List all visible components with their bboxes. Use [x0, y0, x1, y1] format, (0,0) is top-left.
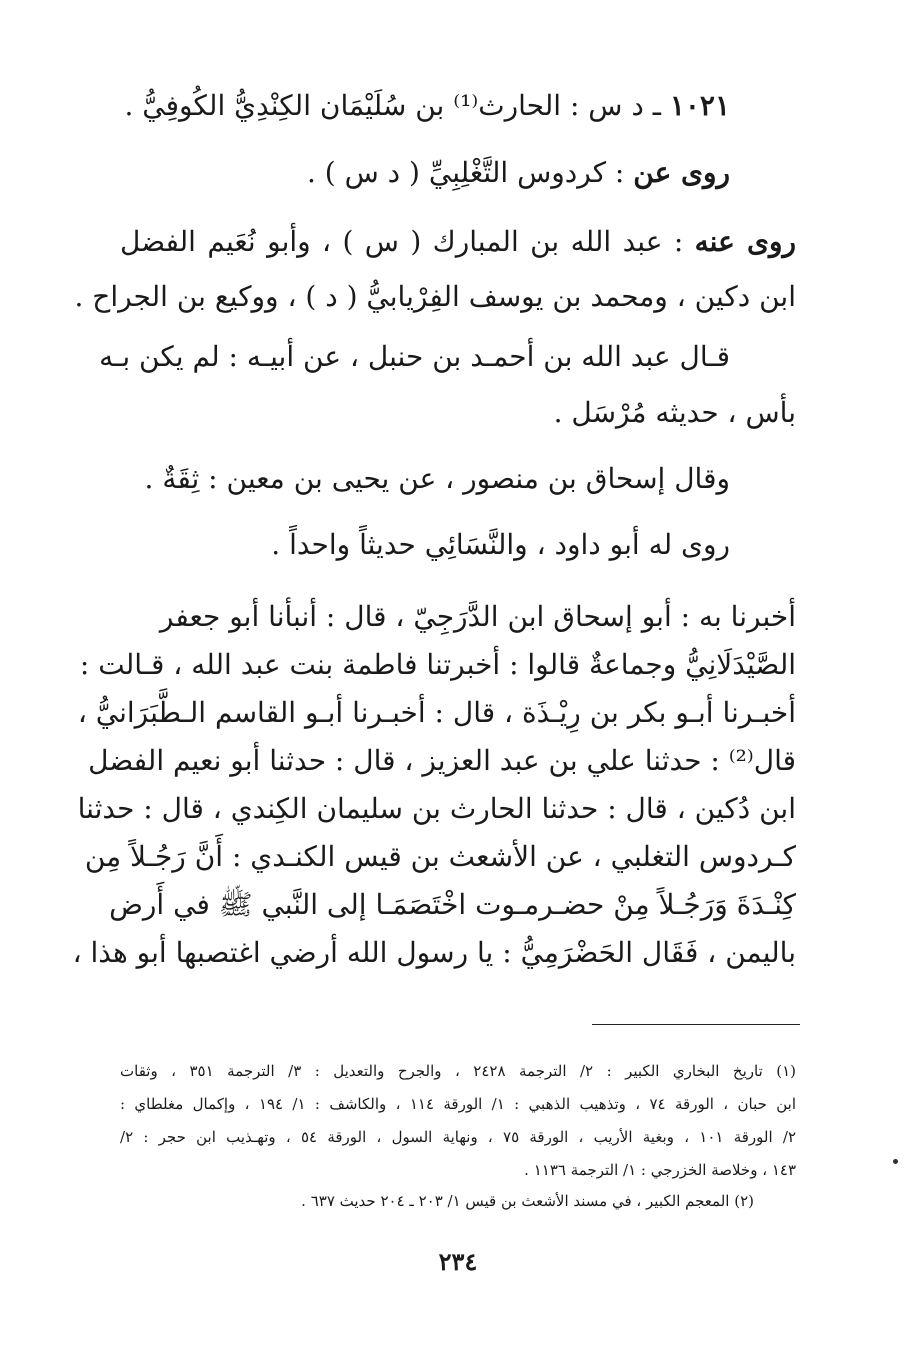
footnote-line-5: (٢) المعجم الكبير ، في مسند الأشعث بن قيس ١/ ٢٠٣ ـ ٢٠٤ حديث ٦٣٧ .: [301, 1192, 754, 1210]
hadith-line-8: باليمن ، فَقَال الحَضْرَمِيُّ : يا رسول الله أرضي اغتصبها أبو هذا ،: [72, 936, 796, 969]
narrated-from-label: روى عن: [633, 156, 730, 189]
narrated-from-text: : كردوس التَّغْلِبِيِّ ( د س ) .: [306, 156, 634, 189]
entry-heading: [124, 86, 730, 126]
footnote-line-2: ابن حبان ، الورقة ٧٤ ، وتذهيب الذهبي : ١/ الورقة ١١٤ ، والكاشف : ١/ ١٩٤ ، وإكمال مغلطاي :: [120, 1095, 796, 1113]
narrated-from-line: [307, 153, 730, 193]
hadith-line-2: الصَّيْدَلَانِيُّ وجماعةٌ قالوا : أخبرتنا فاطمة بنت عبد الله ، قـالت :: [79, 648, 796, 681]
page-number: ٢٣٤: [438, 1247, 478, 1276]
transmitted-by: روى له أبو داود ، والنَّسَائِي حديثاً واحداً .: [271, 528, 730, 561]
hadith-line-1: أخبرنا به : أبو إسحاق ابن الدَّرَجِيّ ، قال : أنبأنا أبو جعفر: [159, 600, 796, 633]
footnote-line-3: ٢/ الورقة ١٠١ ، وبغية الأريب ، الورقة ٧٥ ، ونهاية السول ، الورقة ٥٤ ، وتهـذيب ابن حجر : ٢/: [120, 1128, 797, 1146]
hadith-line-3: أخبـرنا أبـو بكر بن رِيْـذَة ، قال : أخبـرنا أبـو القاسم الـطَّبَرَانيُّ ،: [77, 696, 796, 729]
hadith-line-5: ابن دُكين ، قال : حدثنا الحارث بن سليمان الكِندي ، قال : حدثنا: [77, 792, 796, 825]
narrated-by-label: روى عنه: [694, 225, 796, 258]
footnote-line-4: ١٤٣ ، وخلاصة الخزرجي : ١/ الترجمة ١١٣٦ .: [524, 1161, 796, 1179]
narrated-by-line-1: [120, 222, 796, 262]
narrated-by-line-2: ابن دكين ، ومحمد بن يوسف الفِرْيابيُّ ( د ) ، ووكيع بن الجراح .: [74, 280, 796, 313]
hadith-line-6: كـردوس التغلبي ، عن الأشعث بن قيس الكنـدي : أَنَّ رَجُـلاً مِن: [84, 840, 796, 873]
ahmad-quote-line-2: بأس ، حديثه مُرْسَل .: [553, 396, 796, 429]
footnote-line-1: (١) تاريخ البخاري الكبير : ٢/ الترجمة ٢٤٢٨ ، والجرح والتعديل : ٣/ الترجمة ٣٥١ ، وثقات: [120, 1062, 796, 1080]
scan-speck: [893, 1159, 898, 1164]
ahmad-quote-line-1: قـال عبد الله بن أحمـد بن حنبل ، عن أبيـه : لم يكن بـه: [99, 340, 730, 373]
entry-number: ١٠٢١: [669, 89, 730, 122]
narrated-by-text: : عبد الله بن المبارك ( س ) ، وأبو نُعَيم الفضل: [120, 225, 695, 258]
ishaq-quote: وقال إسحاق بن منصور ، عن يحيى بن معين : ثِقَةٌ .: [144, 462, 730, 495]
entry-heading-text: ـ د س : الحارث⁽¹⁾ بن سُلَيْمَان الكِنْدِيُّ الكُوفِيُّ .: [124, 89, 670, 122]
hadith-line-7: كِنْـدَةَ وَرَجُـلاً مِنْ حضـرمـوت اخْتَصَمَـا إلى النَّبي ﷺ في أَرض: [109, 888, 796, 921]
hadith-line-4: قال⁽²⁾ : حدثنا علي بن عبد العزيز ، قال : حدثنا أبو نعيم الفضل: [88, 744, 796, 777]
footnote-separator: [592, 1024, 800, 1025]
